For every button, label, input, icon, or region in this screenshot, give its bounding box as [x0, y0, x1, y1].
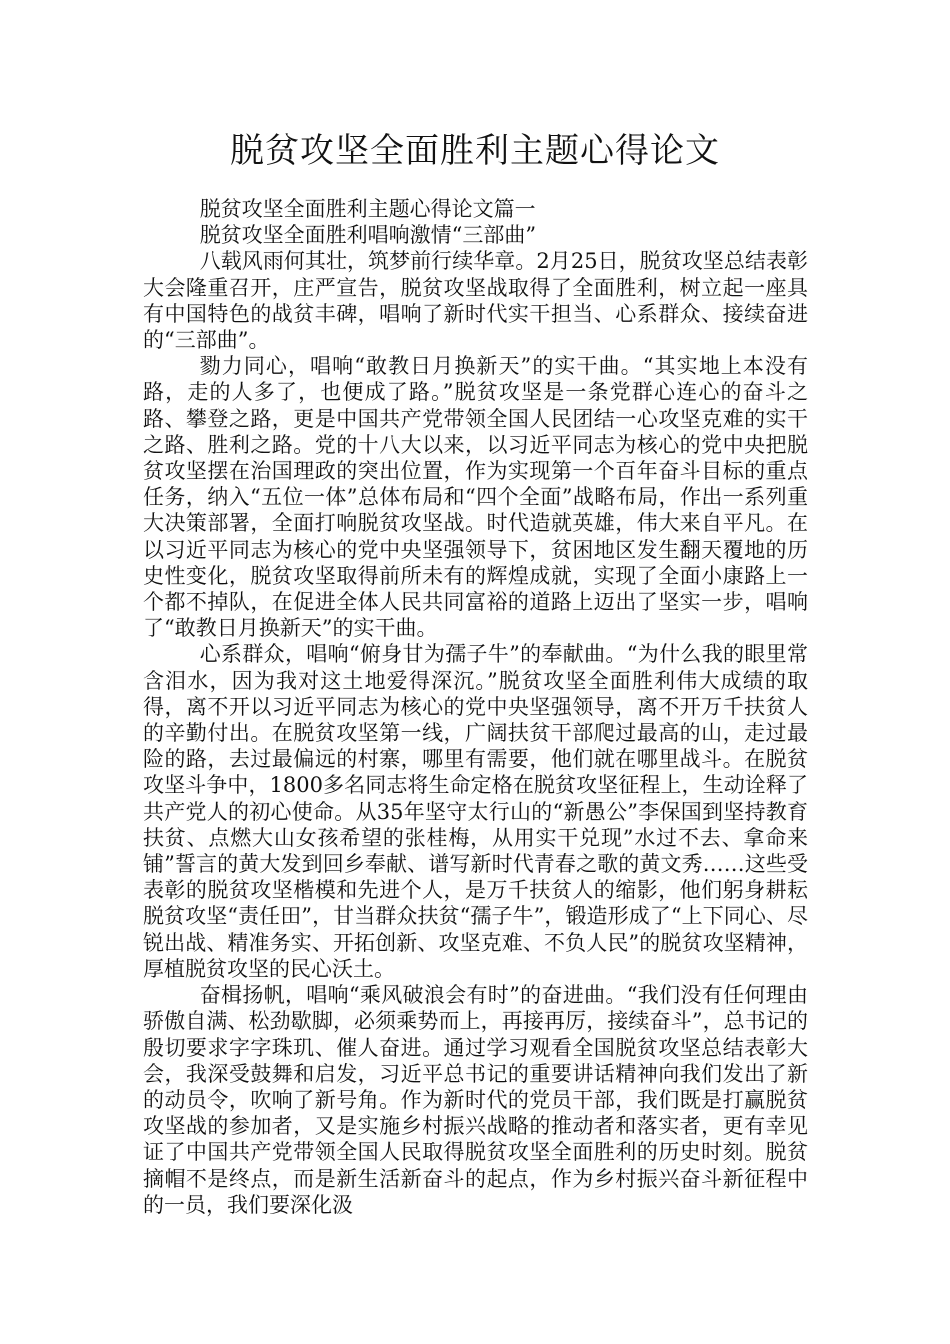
document-title: 脱贫攻坚全面胜利主题心得论文: [230, 131, 720, 171]
document-body: [143, 196, 808, 1218]
paragraph-intro: 八载风雨何其壮，筑梦前行续华章。2月25日，脱贫攻坚总结表彰大会隆重召开，庄严宣告，脱贫攻坚战取得了全面胜利，树立起一座具有中国特色的战贫丰碑，唱响了新时代实干担当、心系群众、接续奋进的“三部曲”。: [143, 249, 808, 353]
article-subtitle: 脱贫攻坚全面胜利唱响激情“三部曲”: [199, 223, 537, 248]
section-heading: 脱贫攻坚全面胜利主题心得论文篇一: [199, 197, 536, 221]
paragraph-fenjin: 奋楫扬帆，唱响“乘风破浪会有时”的奋进曲。“我们没有任何理由骄傲自满、松劲歇脚，必须乘势而上，再接再厉，接续奋斗”，总书记的殷切要求字字珠玑、催人奋进。通过学习观看全国脱贫攻坚总结表彰大会，我深受鼓舞和启发，习近平总书记的重要讲话精神向我们发出了新的动员令，吹响了新号角。作为新时代的党员干部，我们既是打赢脱贫攻坚战的参加者，又是实施乡村振兴战略的推动者和落实者，更有幸见证了中国共产党带领全国人民取得脱贫攻坚全面胜利的历史时刻。脱贫摘帽不是终点，而是新生活新奋斗的起点，作为乡村振兴奋斗新征程中的一员，我们要深化汲: [143, 983, 808, 1217]
paragraph-shigan: 勠力同心，唱响“敢教日月换新天”的实干曲。“其实地上本没有路，走的人多了，也便成了路。”脱贫攻坚是一条党群心连心的奋斗之路、攀登之路，更是中国共产党带领全国人民团结一心攻坚克难的实干之路、胜利之路。党的十八大以来，以习近平同志为核心的党中央把脱贫攻坚摆在治国理政的突出位置，作为实现第一个百年奋斗目标的重点任务，纳入“五位一体”总体布局和“四个全面”战略布局，作出一系列重大决策部署，全面打响脱贫攻坚战。时代造就英雄，伟大来自平凡。在以习近平同志为核心的党中央坚强领导下，贫困地区发生翻天覆地的历史性变化，脱贫攻坚取得前所未有的辉煌成就，实现了全面小康路上一个都不掉队，在促进全体人民共同富裕的道路上迈出了坚实一步，唱响了“敢教日月换新天”的实干曲。: [143, 354, 808, 641]
paragraph-fengxian: 心系群众，唱响“俯身甘为孺子牛”的奉献曲。“为什么我的眼里常含泪水，因为我对这土地爱得深沉。”脱贫攻坚全面胜利伟大成绩的取得，离不开以习近平同志为核心的党中央坚强领导，离不开万千扶贫人的辛勤付出。在脱贫攻坚第一线，广阔扶贫干部爬过最高的山，走过最险的路，去过最偏远的村寨，哪里有需要，他们就在哪里战斗。在脱贫攻坚斗争中，1800多名同志将生命定格在脱贫攻坚征程上，生动诠释了共产党人的初心使命。从35年坚守太行山的“新愚公”李保国到坚持教育扶贫、点燃大山女孩希望的张桂梅，从用实干兑现”水过不去、拿命来铺”誓言的黄大发到回乡奉献、谱写新时代青春之歌的黄文秀……这些受表彰的脱贫攻坚楷模和先进个人，是万千扶贫人的缩影，他们躬身耕耘脱贫攻坚“责任田”，甘当群众扶贫“孺子牛”，锻造形成了“上下同心、尽锐出战、精准务实、开拓创新、攻坚克难、不负人民”的脱贫攻坚精神，厚植脱贫攻坚的民心沃土。: [143, 642, 808, 981]
